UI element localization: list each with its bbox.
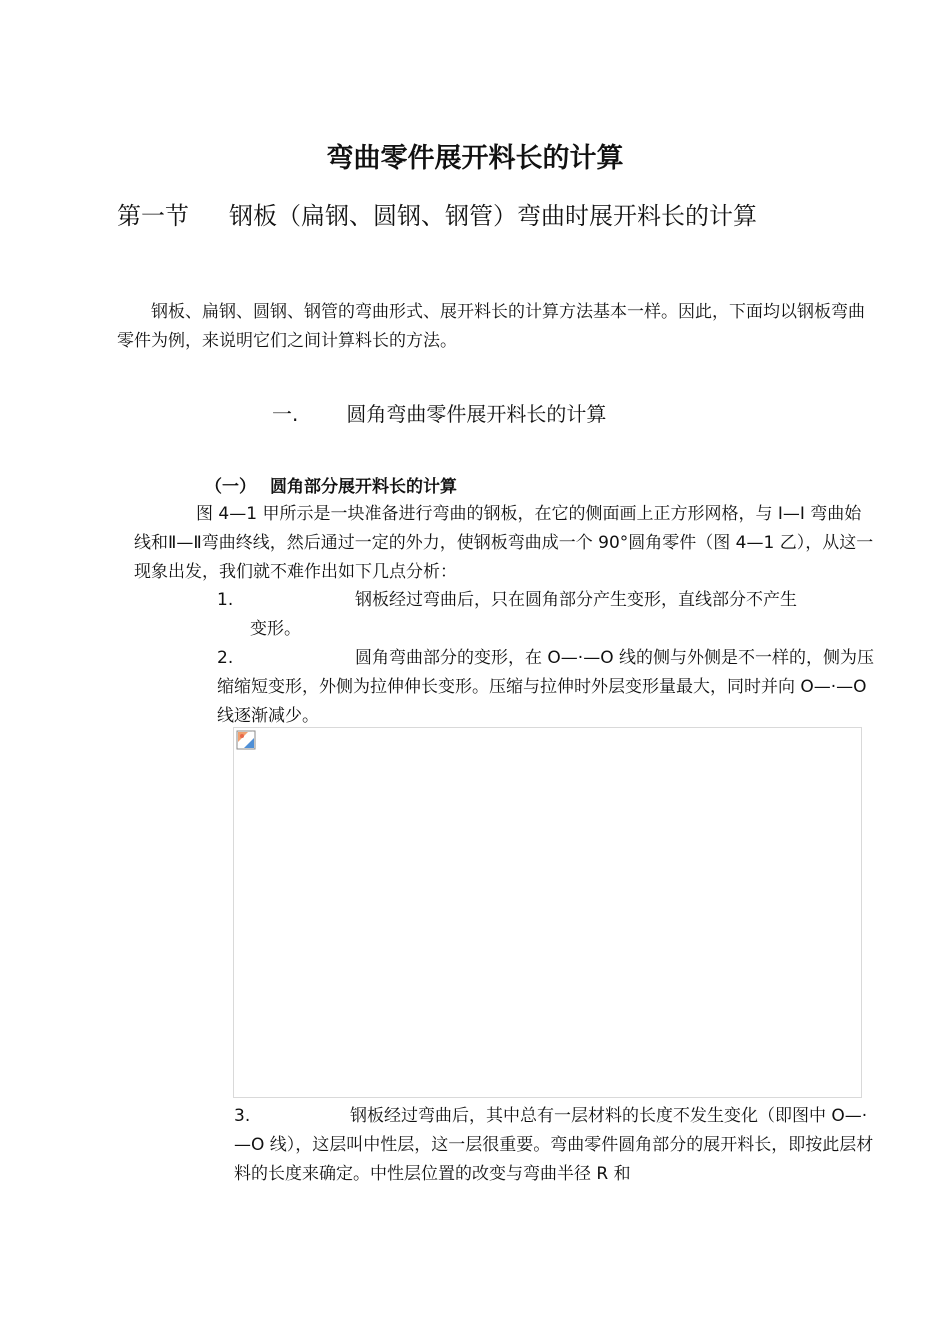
list-item-text: 钢板经过弯曲后，只在圆角部分产生变形，直线部分不产生 [355, 590, 797, 610]
list-item-text: 圆角弯曲部分的变形，在 O—·—O 线的侧与外侧是不一样的，侧为压缩缩短变形，外侧为拉伸伸长变形。压缩与拉伸时外层变形量最大，同时并向 O—·—O 线逐渐减少。 [217, 648, 874, 726]
list-item [234, 1102, 879, 1189]
intro-paragraph: 钢板、扁钢、圆钢、钢管的弯曲形式、展开料长的计算方法基本一样。因此，下面均以钢板弯曲零件为例，来说明它们之间计算料长的方法。 [117, 302, 865, 351]
list-item-number: 1. [217, 590, 234, 610]
list-item-continuation: 变形。 [250, 619, 301, 639]
section-label: 第一节 [117, 202, 189, 230]
heading-1-text: 圆角弯曲零件展开料长的计算 [346, 402, 607, 426]
list-item-number: 2. [217, 648, 234, 668]
heading-2-text: 圆角部分展开料长的计算 [270, 477, 457, 497]
heading-level-2 [205, 472, 457, 497]
section-heading [117, 196, 757, 231]
broken-image-icon [236, 730, 256, 750]
list-item [217, 586, 797, 615]
heading-1-number: 一. [272, 402, 299, 426]
list-item [217, 644, 885, 731]
heading-2-number: （一） [205, 477, 256, 497]
list-item-number: 3. [234, 1106, 251, 1126]
section-text: 钢板（扁钢、圆钢、钢管）弯曲时展开料长的计算 [229, 202, 757, 230]
document-title: 弯曲零件展开料长的计算 [326, 143, 624, 174]
heading-level-1 [272, 398, 606, 427]
list-item-text: 钢板经过弯曲后，其中总有一层材料的长度不发生变化（即图中 O—·—O 线），这层叫中性层，这一层很重要。弯曲零件圆角部分的展开料长，即按此层材料的长度来确定。中性层位置的改变与弯曲半径 R 和 [234, 1106, 874, 1184]
body-paragraph: 图 4—1 甲所示是一块准备进行弯曲的钢板，在它的侧面画上正方形网格，与 I—I 弯曲始线和Ⅱ—Ⅱ弯曲终线，然后通过一定的外力，使钢板弯曲成一个 90°圆角零件（图 4—1 乙），从这一现象出发，我们就不难作出如下几点分析： [134, 504, 874, 582]
figure-placeholder [233, 727, 862, 1098]
